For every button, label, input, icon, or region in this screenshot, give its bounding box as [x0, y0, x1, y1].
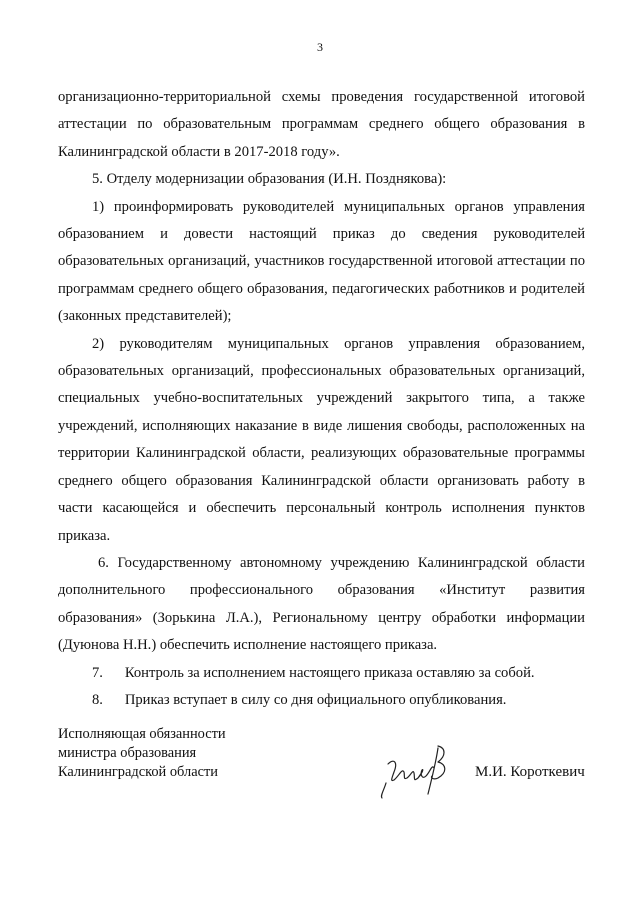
- item-5-subitem-2: 2) руководителям муниципальных органов управления образованием, образовательных организаций, профессиональных образовательных организаций, специальных учебно-воспитательных учреждений закрытого типа, а также учреждений, исполняющих наказание в виде лишения свободы, расположенных на территории Калининградской области, реализующих образовательные программы среднего общего образования Калининградской области организовать работу в части касающейся и обеспечить персональный контроль исполнения пунктов приказа.: [58, 335, 585, 544]
- signatory-title-block: [58, 725, 226, 782]
- handwritten-signature: [372, 728, 472, 808]
- item-7-paragraph: [58, 660, 585, 687]
- intro-paragraph: организационно-территориальной схемы проведения государственной итоговой аттестации по образовательным программам среднего общего образования в Калининградской области в 2017-2018 году».: [58, 89, 585, 160]
- item-8-text: Приказ вступает в силу со дня официального опубликования.: [124, 691, 507, 708]
- item-5-heading: 5. Отделу модернизации образования (И.Н. Позднякова):: [92, 171, 447, 188]
- item-6-paragraph: 6. Государственному автономному учреждению Калининградской области дополнительного профессионального образования «Институт развития образования» (Зорькина Л.А.), Региональному центру обработки информации (Дуюнова Н.Н.) обеспечить исполнение настоящего приказа.: [58, 554, 585, 654]
- item-8-paragraph: [58, 687, 585, 714]
- item-7-text: Контроль за исполнением настоящего приказа оставляю за собой.: [124, 664, 535, 681]
- page-number: 3: [317, 40, 323, 54]
- signatory-title-line-2: министра образования: [58, 745, 197, 761]
- item-8-number: 8.: [92, 691, 125, 708]
- document-body: [58, 84, 585, 714]
- signatory-title-line-1: Исполняющая обязанности: [58, 726, 226, 742]
- item-5-subitem-1: 1) проинформировать руководителей муниципальных органов управления образованием и довести настоящий приказ до сведения руководителей образовательных организаций, участников государственной итоговой аттестации по программам среднего общего образования, педагогических работников и родителей (законных представителей);: [58, 198, 585, 325]
- signer-name: М.И. Короткевич: [475, 764, 585, 780]
- signatory-title-line-3: Калининградской области: [58, 764, 218, 780]
- item-7-number: 7.: [92, 664, 125, 681]
